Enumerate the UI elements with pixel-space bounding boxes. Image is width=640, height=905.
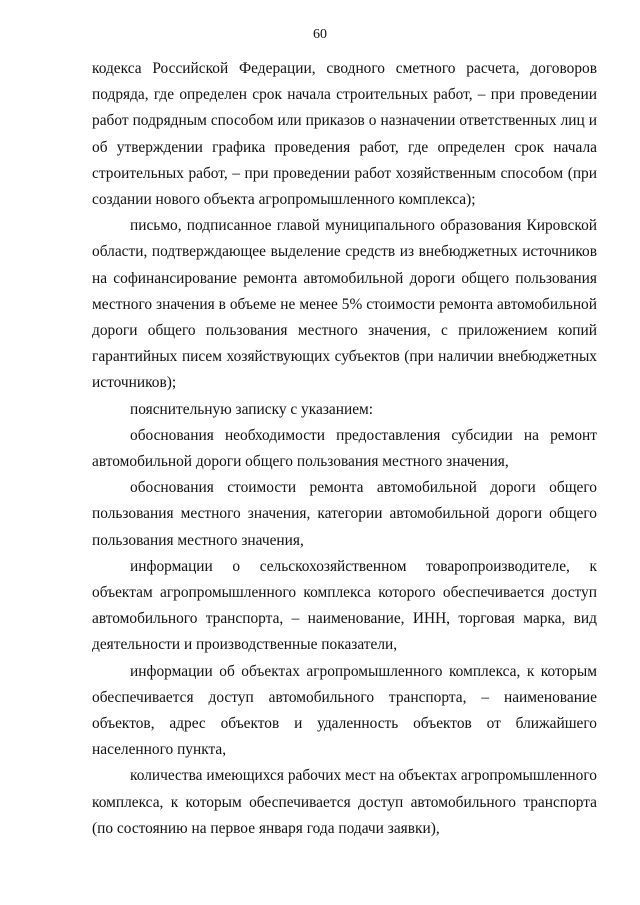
page-number: 60: [313, 27, 327, 42]
paragraph-explanatory-note: пояснительную записку с указанием:: [130, 400, 374, 418]
paragraph-producer-info: информации о сельскохозяйственном товаропроизводителе, к объектам агропромышленного комплекса которого обеспечивается доступ автомобильного транспорта, – наименование, ИНН, торговая марка, вид деятельности и производственные показатели,: [92, 557, 597, 654]
paragraph-cost-justification: обоснования стоимости ремонта автомобильной дороги общего пользования местного значения, категории автомобильной дороги общего пользования местного значения,: [92, 479, 597, 549]
paragraph-workplaces: количества имеющихся рабочих мест на объектах агропромышленного комплекса, к которым обеспечивается доступ автомобильного транспорта (по состоянию на первое января года подачи заявки),: [92, 767, 597, 837]
paragraph-letter: письмо, подписанное главой муниципального образования Кировской области, подтверждающее выделение средств из внебюджетных источников на софинансирование ремонта автомобильной дороги общего пользования местного значения в объеме не менее 5% стоимости ремонта автомобильной дороги общего пользования местного значения, с приложением копий гарантийных писем хозяйствующих субъектов (при наличии внебюджетных источников);: [92, 217, 597, 392]
paragraph-continuation: кодекса Российской Федерации, сводного сметного расчета, договоров подряда, где определен срок начала строительных работ, – при проведении работ подрядным способом или приказов о назначении ответственных лиц и об утверждении графика проведения работ, где определен срок начала строительных работ, – при проведении работ хозяйственным способом (при создании нового объекта агропромышленного комплекса);: [92, 60, 597, 209]
document-body: [92, 56, 597, 842]
paragraph-objects-info: информации об объектах агропромышленного комплекса, к которым обеспечивается доступ автомобильного транспорта, – наименование объектов, адрес объектов и удаленность объектов от ближайшего населенного пункта,: [92, 662, 597, 759]
paragraph-subsidy-justification: обоснования необходимости предоставления субсидии на ремонт автомобильной дороги общего пользования местного значения,: [92, 426, 597, 471]
